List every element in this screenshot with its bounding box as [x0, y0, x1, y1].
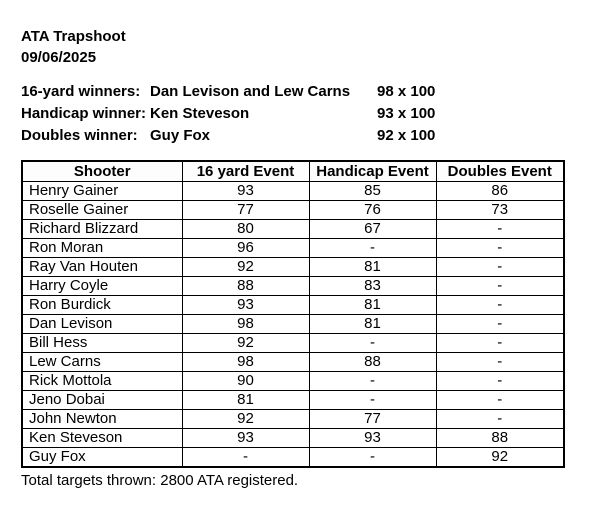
shooter-name-cell: Henry Gainer: [22, 182, 182, 201]
score-cell: 81: [182, 391, 309, 410]
score-cell: -: [436, 277, 564, 296]
column-header: Handicap Event: [309, 161, 436, 182]
winner-label: Doubles winner:: [21, 127, 138, 144]
table-row: [22, 239, 564, 258]
score-cell: 73: [436, 201, 564, 220]
score-cell: -: [436, 391, 564, 410]
shooter-name-cell: Ray Van Houten: [22, 258, 182, 277]
winner-label: Handicap winner:: [21, 105, 147, 122]
score-cell: -: [436, 353, 564, 372]
shooter-name-cell: Ron Burdick: [22, 296, 182, 315]
score-cell: -: [436, 410, 564, 429]
table-row: [22, 296, 564, 315]
score-cell: 88: [436, 429, 564, 448]
score-cell: -: [309, 372, 436, 391]
score-cell: 67: [309, 220, 436, 239]
score-cell: 90: [182, 372, 309, 391]
shooter-name-cell: Jeno Dobai: [22, 391, 182, 410]
table-row: [22, 277, 564, 296]
score-cell: 88: [309, 353, 436, 372]
score-cell: 92: [182, 410, 309, 429]
winner-score: 98 x 100: [377, 83, 436, 100]
shooter-name-cell: John Newton: [22, 410, 182, 429]
score-cell: -: [309, 391, 436, 410]
score-cell: -: [436, 315, 564, 334]
shooter-name-cell: Dan Levison: [22, 315, 182, 334]
score-cell: 85: [309, 182, 436, 201]
footer-note: Total targets thrown: 2800 ATA registered.: [21, 472, 299, 489]
score-cell: -: [309, 334, 436, 353]
table-row: [22, 182, 564, 201]
score-cell: 81: [309, 258, 436, 277]
winner-name: Ken Steveson: [150, 105, 250, 122]
shooter-name-cell: Bill Hess: [22, 334, 182, 353]
table-row: [22, 448, 564, 468]
title-block: [21, 26, 585, 68]
score-cell: 80: [182, 220, 309, 239]
scores-table: [21, 160, 565, 468]
winner-score: 92 x 100: [377, 127, 436, 144]
table-row: [22, 429, 564, 448]
score-cell: 93: [182, 182, 309, 201]
shooter-name-cell: Richard Blizzard: [22, 220, 182, 239]
table-row: [22, 334, 564, 353]
score-cell: 88: [182, 277, 309, 296]
score-cell: -: [182, 448, 309, 468]
table-row: [22, 201, 564, 220]
score-cell: -: [436, 239, 564, 258]
table-header-row: [22, 161, 564, 182]
score-cell: 93: [182, 296, 309, 315]
score-cell: 93: [309, 429, 436, 448]
table-row: [22, 315, 564, 334]
winner-name: Guy Fox: [150, 127, 211, 144]
score-cell: -: [436, 258, 564, 277]
winner-label: 16-yard winners:: [21, 83, 141, 100]
table-row: [22, 410, 564, 429]
table-row: [22, 220, 564, 239]
shooter-name-cell: Guy Fox: [22, 448, 182, 468]
shooter-name-cell: Rick Mottola: [22, 372, 182, 391]
score-cell: 81: [309, 315, 436, 334]
score-cell: 83: [309, 277, 436, 296]
winner-row: [21, 103, 585, 125]
score-cell: -: [436, 372, 564, 391]
page-date: 09/06/2025: [21, 49, 97, 66]
score-cell: 96: [182, 239, 309, 258]
shooter-name-cell: Harry Coyle: [22, 277, 182, 296]
score-cell: 98: [182, 353, 309, 372]
table-row: [22, 258, 564, 277]
winners-summary: [21, 81, 585, 147]
score-cell: 93: [182, 429, 309, 448]
shooter-name-cell: Roselle Gainer: [22, 201, 182, 220]
score-cell: -: [309, 448, 436, 468]
column-header: Shooter: [22, 161, 182, 182]
table-row: [22, 353, 564, 372]
score-cell: 92: [182, 258, 309, 277]
column-header: 16 yard Event: [182, 161, 309, 182]
score-cell: 77: [309, 410, 436, 429]
score-cell: -: [309, 239, 436, 258]
score-cell: 92: [436, 448, 564, 468]
shooter-name-cell: Lew Carns: [22, 353, 182, 372]
score-cell: 76: [309, 201, 436, 220]
score-cell: 81: [309, 296, 436, 315]
winner-row: [21, 81, 585, 103]
score-cell: -: [436, 296, 564, 315]
page-title: ATA Trapshoot: [21, 28, 126, 45]
score-cell: -: [436, 220, 564, 239]
score-cell: 77: [182, 201, 309, 220]
shooter-name-cell: Ron Moran: [22, 239, 182, 258]
table-row: [22, 372, 564, 391]
shooter-name-cell: Ken Steveson: [22, 429, 182, 448]
table-row: [22, 391, 564, 410]
column-header: Doubles Event: [436, 161, 564, 182]
winner-score: 93 x 100: [377, 105, 436, 122]
winner-name: Dan Levison and Lew Carns: [150, 83, 351, 100]
score-cell: -: [436, 334, 564, 353]
winner-row: [21, 125, 585, 147]
score-cell: 92: [182, 334, 309, 353]
score-cell: 86: [436, 182, 564, 201]
score-cell: 98: [182, 315, 309, 334]
